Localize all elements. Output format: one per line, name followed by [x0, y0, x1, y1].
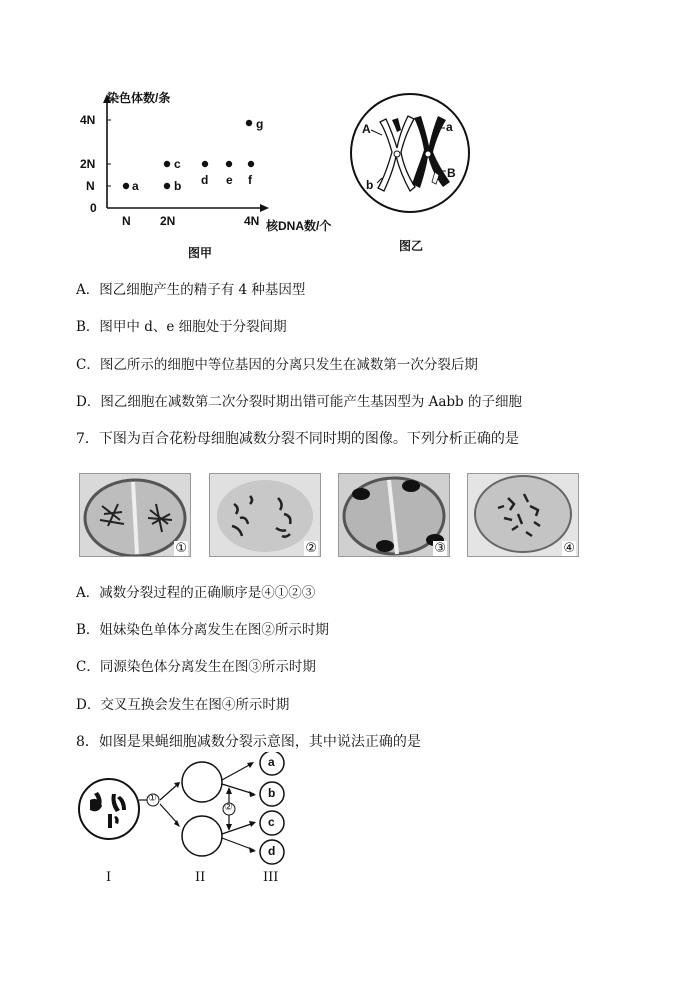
q8-step-2: ②	[224, 802, 233, 813]
y-tick-4n: 4N	[80, 113, 96, 127]
q7-option-a: A．减数分裂过程的正确顺序是④①②③	[76, 585, 316, 601]
q6-option-a: A．图乙细胞产生的精子有 4 种基因型	[76, 282, 306, 298]
figure-yi	[348, 92, 474, 257]
point-label-a: a	[132, 179, 139, 193]
q7-photo-label-4: ④	[563, 541, 575, 556]
q8-cell-a: a	[268, 755, 275, 769]
gene-label-a: a	[446, 120, 453, 134]
point-label-d: d	[201, 173, 209, 187]
q7-option-b: B．姐妹染色单体分离发生在图②所示时期	[76, 622, 329, 638]
point-f	[248, 161, 254, 167]
q7-photo-label-2: ②	[305, 541, 317, 556]
point-b	[164, 183, 170, 189]
point-label-c: c	[174, 157, 181, 171]
point-c	[164, 161, 170, 167]
y-tick-n: N	[86, 179, 95, 193]
q7-photo-4	[467, 473, 579, 557]
q8-cell-b: b	[268, 786, 276, 800]
gene-label-A: A	[362, 122, 371, 136]
y-tick-2n: 2N	[80, 157, 96, 171]
x-tick-4n: 4N	[244, 214, 260, 228]
x-axis-label: 核DNA数/个	[266, 219, 332, 233]
point-label-f: f	[248, 173, 252, 187]
y-tick-0: 0	[90, 201, 97, 215]
gene-label-b: b	[366, 178, 374, 192]
q7-photo-3	[338, 473, 450, 557]
q6-option-b: B．图甲中 d、e 细胞处于分裂间期	[76, 319, 287, 335]
point-label-g: g	[256, 117, 264, 131]
q7-photo-label-1: ①	[175, 541, 187, 556]
figure-jia	[80, 85, 350, 265]
q6-option-c: C．图乙所示的细胞中等位基因的分离只发生在减数第一次分裂后期	[76, 357, 478, 373]
q8-diagram	[76, 752, 296, 892]
point-d	[202, 161, 208, 167]
y-axis-label: 染色体数/条	[107, 91, 171, 105]
q7-option-d: D．交叉互换会发生在图④所示时期	[76, 697, 290, 713]
point-a	[123, 183, 129, 189]
x-axis-arrow	[260, 204, 269, 212]
q8-cell-d: d	[268, 844, 276, 858]
gene-label-B: B	[447, 166, 456, 180]
q7-photo-2	[209, 473, 321, 557]
q7-photo-label-3: ③	[434, 541, 446, 556]
q8-roman-1: I	[106, 870, 112, 885]
q8-step-1: ①	[148, 793, 157, 804]
point-label-e: e	[226, 173, 233, 187]
x-tick-2n: 2N	[160, 214, 176, 228]
figure-jia-chart	[80, 85, 350, 265]
point-e	[226, 161, 232, 167]
q8-stem: 8．如图是果蝇细胞减数分裂示意图，其中说法正确的是	[76, 734, 421, 750]
q8-cell-c: c	[268, 815, 275, 829]
x-tick-n: N	[122, 214, 131, 228]
figure-yi-caption: 图乙	[399, 239, 424, 253]
figure-jia-caption: 图甲	[188, 246, 213, 260]
q7-photo-1	[79, 473, 191, 557]
point-g	[246, 120, 252, 126]
q8-roman-2: II	[195, 870, 206, 885]
point-label-b: b	[174, 179, 182, 193]
q8-roman-3: III	[263, 870, 279, 885]
q7-stem: 7．下图为百合花粉母细胞减数分裂不同时期的图像。下列分析正确的是	[76, 431, 519, 447]
q6-option-d: D．图乙细胞在减数第二次分裂时期出错可能产生基因型为 Aabb 的子细胞	[76, 394, 522, 410]
figure-yi-cell	[348, 92, 474, 218]
q7-option-c: C．同源染色体分离发生在图③所示时期	[76, 659, 316, 675]
